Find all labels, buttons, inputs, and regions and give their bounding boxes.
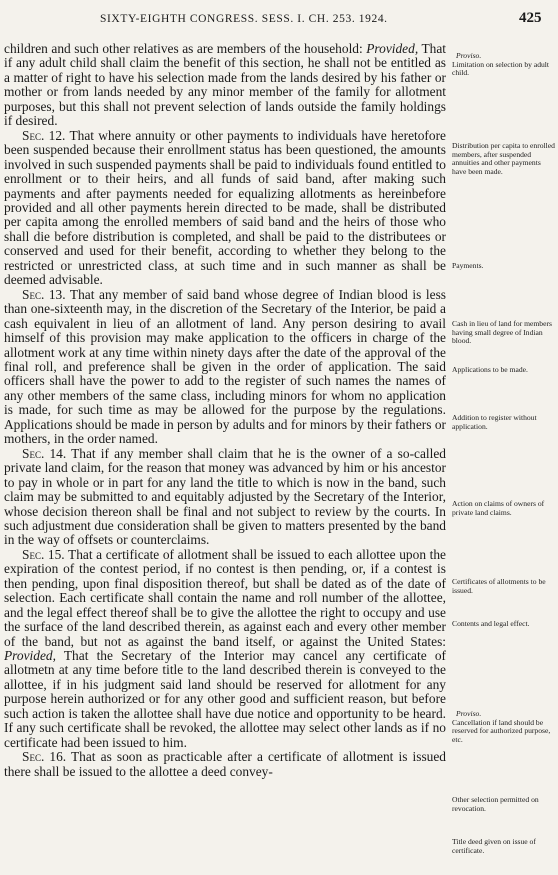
margin-note-text: Certificates of allotments to be issued. — [452, 577, 546, 595]
page-header — [0, 10, 558, 32]
margin-note-label: Proviso. — [456, 51, 482, 60]
margin-note-text: Contents and legal effect. — [452, 619, 530, 628]
section-text: That if any member shall claim that he is the owner of a so-called private land claim, for the reason that money was advanced by him or his ancestor to pay in whole or in part for any land the title to which is now in the band, such claim may be submitted to and equitably adjusted by the Secretary of the Interior, whose decision thereon shall be final and not subject to review by the courts. In such adjustment due consideration shall be given to matters presented by the band in the way of offsets or counterclaims. — [4, 445, 446, 548]
margin-note-text: Payments. — [452, 261, 484, 270]
section-paragraph — [4, 447, 446, 548]
margin-note-text: Limitation on selection by adult child. — [452, 59, 550, 78]
margin-note — [452, 500, 556, 517]
section-number: Sec. 16. — [22, 749, 67, 765]
margin-note-text: Cash in lieu of land for members having small degree of Indian blood. — [452, 319, 552, 346]
margin-note — [452, 838, 556, 855]
page-number: 425 — [519, 10, 542, 26]
margin-note — [452, 320, 556, 346]
section-text: That where annuity or other payments to individuals have heretofore been suspended because their enrollment status has been questioned, the amounts involved in such suspended payments shall be paid to individuals found entitled to enrollment or to their heirs, and all funds of said band, after making such payments and after payments needed for equalizing allotments as hereinbefore provided and all other payments herein directed to be made, shall be distributed per capita among the enrolled members of said band and the heirs of those who shall die before distribution is completed, and shall be paid to the distributees or conserved and used for their benefit, according to whether they belong to the restricted or unrestricted class, at such time and in such manner as shall be deemed advisable. — [4, 127, 446, 288]
margin-note — [452, 366, 556, 375]
margin-note — [452, 796, 556, 813]
margin-note-label: Proviso. — [456, 709, 482, 718]
margin-note-text: Title deed given on issue of certificate. — [452, 837, 536, 855]
margin-note — [452, 710, 556, 744]
margin-note-text: Addition to register without application. — [452, 413, 537, 431]
statute-body-text — [4, 42, 446, 779]
section-text: That the Secretary of the Interior may cancel any certificate of allotmetn at any time before title to the land described therein is conveyed to the allottee, if in his judgment said land should be reserved for allotment for any purpose herein authorized or for any other good and sufficient reason, but before such action is taken the allottee shall have due notice and opportunity to be heard. If any such certificate shall be revoked, the allottee may select other lands as if no certificate had been issued to him. — [4, 648, 446, 750]
margin-note-text: Other selection permitted on revocation. — [452, 795, 539, 813]
section-text: That as soon as practicable after a certificate of allotment is issued there shall be issued to the allottee a deed convey- — [4, 749, 446, 779]
margin-note-text: Cancellation if land should be reserved for authorized purpose, etc. — [452, 717, 551, 744]
section-paragraph — [4, 548, 446, 750]
section-paragraph — [4, 288, 446, 447]
section-number: Sec. 12. — [22, 127, 66, 143]
margin-note-text: Applications to be made. — [452, 365, 528, 374]
proviso-word: Provided, — [366, 41, 419, 56]
section-number: Sec. 14. — [22, 445, 67, 461]
margin-note — [452, 414, 556, 431]
section-paragraph — [4, 750, 446, 779]
section-text: That a certificate of allotment shall be issued to each allottee upon the expiration of the contest period, if no contest is then pending, or, if a contest is then pending, upon final disposition thereof, but shall be dated as of the date of selection. Each certificate shall contain the name and roll number of the allottee, and the legal effect thereof shall be to give the allottee the right to occupy and use the surface of the land described therein, as against each and every other member of the band, but not as against the band itself, or against the United States: — [4, 546, 446, 649]
margin-note-text: Action on claims of owners of private land claims. — [452, 499, 545, 517]
margin-note — [452, 578, 556, 595]
section-paragraph — [4, 129, 446, 288]
margin-note — [452, 620, 556, 629]
section-number: Sec. 15. — [22, 546, 65, 562]
proviso-word: Provided, — [4, 648, 56, 664]
running-head: SIXTY-EIGHTH CONGRESS. SESS. I. CH. 253. 1924. — [100, 13, 388, 25]
section-number: Sec. 13. — [22, 286, 66, 302]
section-text: children and such other relatives as are members of the household: — [4, 41, 367, 56]
margin-note — [452, 52, 556, 78]
margin-note — [452, 142, 556, 176]
margin-note — [452, 262, 556, 271]
section-text: That any member of said band whose degree of Indian blood is less than one-sixteenth may, in the discretion of the Secretary of the Interior, be paid a cash equivalent in lieu of an allotment of land. Any person desiring to avail himself of this provision may make application to the officers in charge of the allotment work at any time within ninety days after the date of the approval of the final roll, and preference shall be given in the order of application. The said officers shall have the power to add to the register of such names the names of any other members of the same class, including minors for whom no application is made, for such time as may be allowed for the purpose by the regulations. Applications should be made in person by adults and for minors by their fathers or mothers, in the order named. — [4, 286, 446, 447]
section-text: That if any adult child shall claim the benefit of this section, he shall not be entitled as a matter of right to have his selection made from the lands desired by his father or mother or from lands needed by any minor member of the family for allotment purposes, but this shall not prevent selection of lands outside the family holdings if desired. — [4, 41, 446, 129]
margin-note-text: Distribution per capita to enrolled members, after suspended annuities and other payments have been made. — [452, 141, 555, 176]
section-paragraph — [4, 42, 446, 129]
